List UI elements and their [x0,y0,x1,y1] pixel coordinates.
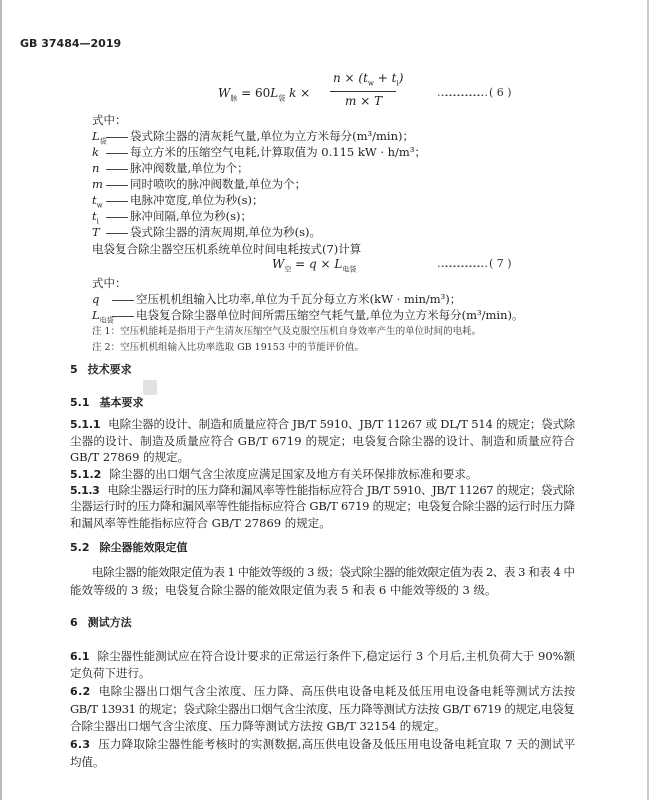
definition-item: m 同时喷吹的脉冲阀数量,单位为个； [92,177,307,191]
section-5-1-heading: 5.1 基本要求 [70,396,144,409]
formula-6-lhs: $W_脉 = 60L_袋$ k × [218,86,311,103]
formula-7-number: ( 7 ) [489,257,512,270]
formula-6-leader: …………………………… ( 6 ) [437,86,512,99]
section-6-heading: 6 测试方法 [70,616,132,629]
section-5-2-heading: 5.2 除尘器能效限定值 [70,541,188,554]
section-5-heading: 5 技术要求 [70,363,132,376]
definition-item: $t_w$ 电脉冲宽度,单位为秒(s)； [92,193,264,210]
definition-item: T 袋式除尘器的清灰周期,单位为秒(s)。 [92,225,322,239]
clause-5-1-2: 5.1.2 除尘器的出口烟气含尘浓度应满足国家及地方有关环保排放标准和要求。 [70,467,478,481]
formula-7-intro: 电袋复合除尘器空压机系统单位时间电耗按式(7)计算 [92,242,362,256]
formula-6-denominator: m × T [345,94,383,108]
formula-7-leader: …………………………… ( 7 ) [437,257,512,270]
formula-7: $W_空 = q \times L_{电袋}$ [272,257,357,274]
formula-6-number: ( 6 ) [489,86,512,99]
definition-item: $L_{电袋}$ 电袋复合除尘器单位时间所需压缩空气耗气量,单位为立方米每分(m³/min)。 [92,308,524,325]
note-1: 注 1：空压机能耗是指用于产生清灰压缩空气及克服空压机自身效率产生的单位时间的电耗。 [92,326,482,337]
definition-item: k 每立方米的压缩空气电耗,计算取值为 0.115 kW · h/m³； [92,145,426,159]
definition-item: $t_i$ 脉冲间隔,单位为秒(s)； [92,209,253,226]
note-2: 注 2：空压机机组输入比功率选取 GB 19153 中的节能评价值。 [92,342,364,353]
standard-number-header: GB 37484—2019 [20,37,122,50]
definition-item: $L_袋$ 袋式除尘器的清灰耗气量,单位为立方米每分(m³/min)； [92,129,415,146]
formula-6-fraction-bar [330,91,396,92]
definition-item: q 空压机机组输入比功率,单位为千瓦分每立方米(kW · min/m³)； [92,292,462,306]
where-label: 式中： [92,276,127,290]
where-label: 式中： [92,113,127,127]
definition-item: n 脉冲阀数量,单位为个； [92,161,249,175]
gray-marker [143,380,157,395]
formula-6-numerator: $n \times (t_w + t_i)$ [333,71,404,88]
